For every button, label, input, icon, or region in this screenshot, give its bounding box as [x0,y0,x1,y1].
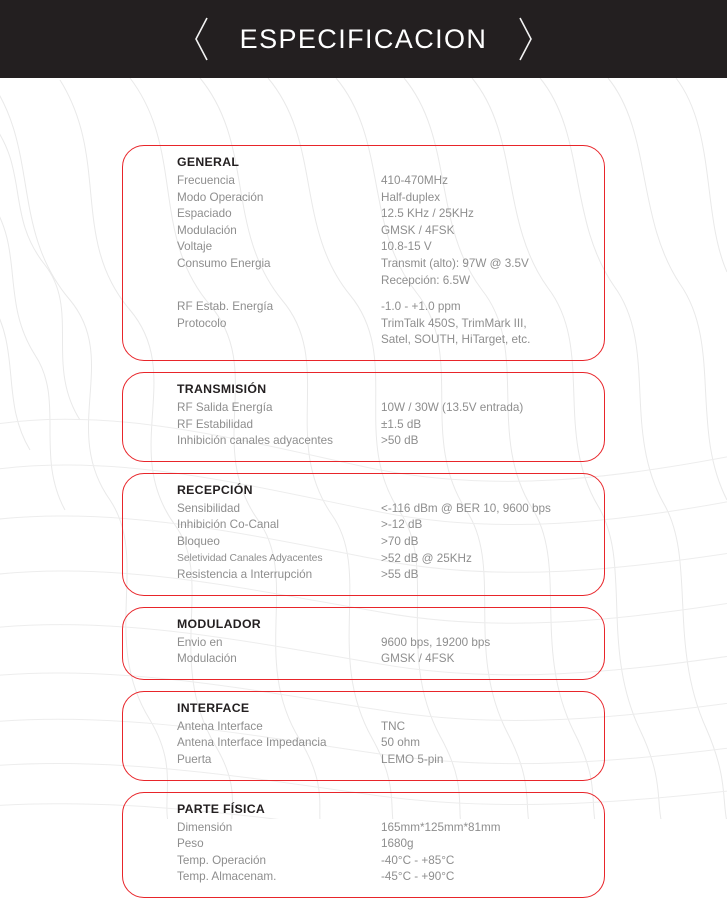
spec-row-value-line: -45°C - +90°C [381,870,455,884]
spec-row-label: Resistencia a Interrupción [177,568,313,582]
spec-row [123,534,604,551]
spec-row-value-line: -40°C - +85°C [381,853,455,867]
spec-row [123,190,604,207]
spec-row-label: Inhibición canales adyacentes [177,434,333,448]
spec-row-label: Modo Operación [177,190,264,204]
spec-row-value-line: <-116 dBm @ BER 10, 9600 bps [381,501,551,515]
spec-row [123,433,604,450]
spec-row-value-line: ±1.5 dB [381,417,422,431]
page-title: ESPECIFICACION [239,23,488,54]
spec-row-label: RF Estabilidad [177,417,254,431]
spec-row-value-line: -1.0 - +1.0 ppm [381,300,461,314]
spec-row-label: Sensibilidad [177,501,241,515]
spec-row-value-line: LEMO 5-pin [381,753,444,767]
spec-row [123,752,604,769]
spec-row-value [381,400,523,417]
spec-row-value-line: >70 dB [381,534,419,548]
spec-row [123,239,604,256]
spec-card-title: MODULADOR [177,616,261,631]
spec-row-label: Frecuencia [177,174,235,187]
spec-row [123,635,604,652]
spec-card-title: INTERFACE [177,700,250,715]
spec-row [123,853,604,870]
spec-row-value-line: Satel, SOUTH, HiTarget, etc. [381,333,531,347]
spec-row-value [381,869,454,886]
spec-row-value [381,501,551,518]
spec-row [123,651,604,668]
spec-row [123,299,604,316]
spec-row-value-line: GMSK / 4FSK [381,223,455,237]
spec-row-label: Envio en [177,635,223,649]
spec-row [123,256,604,289]
spec-row-value [381,719,405,736]
spec-card-title: TRANSMISIÓN [177,381,267,396]
spec-row-value [381,517,422,534]
spec-row-value [381,853,454,870]
spec-row-value-line: 50 ohm [381,736,420,750]
spec-row-value-line: 165mm*125mm*81mm [381,820,501,834]
spec-row-value [381,417,421,434]
header-title-group [193,16,535,62]
spec-row-value-line: 410-470MHz [381,174,448,187]
spec-row-label: Modulación [177,652,237,666]
spec-row-label [177,289,381,299]
spec-row-label: Peso [177,837,204,851]
spec-row-value [381,551,472,568]
spec-row-value [381,223,454,240]
spec-row-label: Antena Interface [177,719,263,733]
spec-row [123,820,604,837]
spec-row-value [381,752,443,769]
spec-row-value [381,173,448,190]
spec-row [123,719,604,736]
spec-row [123,567,604,584]
spec-row-label: Espaciado [177,207,232,221]
spec-row-value [381,820,501,837]
spec-card-title: PARTE FÍSICA [177,801,266,816]
spec-row [123,206,604,223]
spec-row-value [381,316,530,349]
spec-row-value-line: 12.5 KHz / 25KHz [381,207,474,221]
spec-row-value-line: Recepción: 6.5W [381,273,470,287]
spec-row-value [381,635,490,652]
spec-row [123,173,604,190]
spec-row-value-line: 10.8-15 V [381,240,432,254]
spec-card [122,691,605,781]
angle-bracket-right-icon [517,16,534,62]
spec-row-value [381,190,440,207]
spec-row-label: Puerta [177,753,212,767]
spec-row-label: Modulación [177,223,237,237]
spec-card-title: GENERAL [177,155,240,169]
spec-row-label: Protocolo [177,316,227,330]
spec-row-label: Consumo Energia [177,256,271,270]
header-bar [0,0,727,78]
spec-row-spacer [123,289,604,299]
spec-row [123,551,604,568]
spec-row-value [381,256,529,289]
spec-row-value-line: TrimTalk 450S, TrimMark III, [381,316,527,330]
spec-row-value-line: TNC [381,719,406,733]
spec-row [123,316,604,349]
spec-row [123,869,604,886]
spec-row-value-line: Half-duplex [381,190,441,204]
spec-row [123,417,604,434]
spec-row-value [381,239,432,256]
spec-row-value-line: 9600 bps, 19200 bps [381,635,491,649]
spec-row [123,501,604,518]
spec-row-label: Voltaje [177,240,213,254]
specification-card-list [122,145,605,909]
spec-row-label: Antena Interface Impedancia [177,736,327,750]
spec-row-label: Inhibición Co-Canal [177,518,279,532]
spec-row-label: RF Salida Energía [177,400,273,414]
spec-row-value [381,651,454,668]
spec-card [122,792,605,898]
spec-row-value-line: 10W / 30W (13.5V entrada) [381,400,524,414]
spec-row-value [381,433,418,450]
spec-row [123,517,604,534]
spec-row-label: Seletividad Canales Adyacentes [177,552,323,564]
spec-row-label: RF Estab. Energía [177,300,274,314]
spec-card [122,372,605,462]
spec-row [123,735,604,752]
angle-bracket-left-icon [193,16,210,62]
spec-row-label: Temp. Operación [177,853,266,867]
spec-row-value [381,206,474,223]
spec-row-value-line: Transmit (alto): 97W @ 3.5V [381,256,529,270]
spec-row [123,400,604,417]
spec-row-value [381,836,414,853]
spec-row-label: Dimensión [177,820,233,834]
spec-row-value [381,534,418,551]
spec-card [122,473,605,596]
spec-row-value-line: 1680g [381,837,414,851]
spec-card-title: RECEPCIÓN [177,482,253,497]
spec-row-value-line: >-12 dB [381,518,423,532]
spec-row-value-line: >50 dB [381,434,419,448]
spec-row-label: Temp. Almacenam. [177,870,277,884]
spec-row-value-line: >52 dB @ 25KHz [381,551,472,565]
spec-row-value [381,735,420,752]
spec-row-label: Bloqueo [177,534,220,548]
spec-card [122,607,605,680]
spec-card [122,145,605,361]
spec-row [123,836,604,853]
spec-row-value-line: >55 dB [381,568,419,582]
spec-row-value [381,567,418,584]
spec-row [123,223,604,240]
spec-row-value [381,299,461,316]
spec-row-value-line: GMSK / 4FSK [381,652,455,666]
